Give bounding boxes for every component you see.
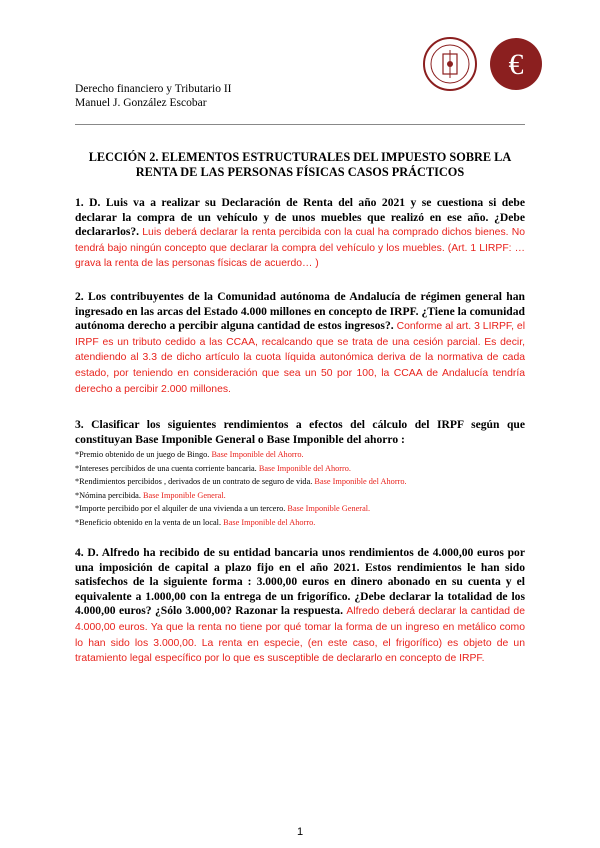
page-number: 1 [296,826,304,838]
author-name: Manuel J. González Escobar [75,97,207,109]
list-item [75,502,525,516]
item-answer: Base Imponible General. [142,490,226,500]
item-answer: Base Imponible del Ahorro. [258,463,351,473]
item-text: *Premio obtenido de un juego de Bingo. [75,450,210,459]
course-name: Derecho financiero y Tributario II [75,83,232,95]
item-text: *Beneficio obtenido en la venta de un local. [75,517,222,527]
list-item [75,489,525,503]
item-text: *Importe percibido por el alquiler de una vivienda a un tercero. [75,504,286,514]
item-answer: Base Imponible del Ahorro. [211,450,304,459]
item-text: *Nómina percibida. [75,490,141,500]
question-2-text: 2. Los contribuyentes de la Comunidad autónoma de Andalucía de régimen general han ingresado en las arcas del Estado 4.000 millones en concepto de IRPF. ¿Tiene la comunidad autónoma derecho a percibir alguna cantidad de estos ingresos?. [75,290,525,333]
answer-1: Luis deberá declarar la renta percibida con la cual ha comprado dichos bienes. No tendrá bajo ningún concepto que declarar la compra del vehículo y los muebles. (Art. 1 LIRPF: …grava la renta de las personas físicas de acuerdo… ) [75,227,525,270]
income-list [75,448,525,530]
monogram-text: € [508,48,524,81]
answer-2: Conforme al art. 3 LIRPF, el IRPF es un tributo cedido a las CCAA, recalcando que se trata de una cesión parcial. Es decir, atendiendo al 3.3 de dicho artículo la cuota líquida autonómica deriva de la normativa de cada estado, por teniendo en consideración que sea un 50 por 100, la CCAA de Andalucía tendría derecho a percibir 2.000 millones. [75,321,525,395]
question-3 [75,418,525,447]
question-4-text: 4. D. Alfredo ha recibido de su entidad bancaria unos rendimientos de 4.000,00 euros por una imposición de capital a plazo fijo en el año 2021. Estos rendimientos le han sido satisfechos de la siguiente forma : 3.000,00 euros en dinero abonado en su cuenta y el equivalente a 1.000,00 con la entrega de un frigorífico. ¿Debe declarar la totalidad de los 4.000,00 euros? ¿Sólo 3.000,00? Razonar la respuesta. [75,546,525,618]
header-divider [75,124,525,125]
university-seal-icon [422,36,478,92]
item-answer: Base Imponible General. [287,504,371,514]
question-3-text: 3. Clasificar los siguientes rendimientos a efectos del cálculo del IRPF según que constituyan Base Imponible General o Base Imponible del ahorro : [75,418,525,446]
lesson-title-line-2: RENTA DE LAS PERSONAS FÍSICAS CASOS PRÁCTICOS [135,165,465,179]
list-item [75,448,525,462]
question-2 [75,290,525,397]
item-answer: Base Imponible del Ahorro. [223,517,316,527]
lesson-title-line-1: LECCIÓN 2. ELEMENTOS ESTRUCTURALES DEL IMPUESTO SOBRE LA [88,150,512,164]
logos [422,36,544,92]
item-text: *Intereses percibidos de una cuenta corriente bancaria. [75,463,257,473]
answer-4: Alfredo deberá declarar la cantidad de 4.000,00 euros. Ya que la renta no tiene por qué tomar la forma de un ingreso en metálico como lo han sido los 3.000,00. La renta en especie, (en este caso, el frigorífico) es objeto de un tratamiento legal específico por lo que es susceptible de declararlo en concepto de IRPF. [75,606,525,665]
question-4 [75,546,525,667]
list-item [75,516,525,530]
item-answer: Base Imponible del Ahorro. [314,477,407,487]
question-1-text: 1. D. Luis va a realizar su Declaración de Renta del año 2021 y se cuestiona si debe declarar la compra de un vehículo y de unos muebles que realizó en ese año. ¿Debe declararlos?. [75,196,525,239]
faculty-monogram-icon [488,36,544,92]
question-1 [75,196,525,272]
lesson-title [75,150,525,180]
list-item [75,462,525,476]
page-header [75,82,231,110]
item-text: *Rendimientos percibidos , derivados de un contrato de seguro de vida. [75,477,313,487]
list-item [75,475,525,489]
